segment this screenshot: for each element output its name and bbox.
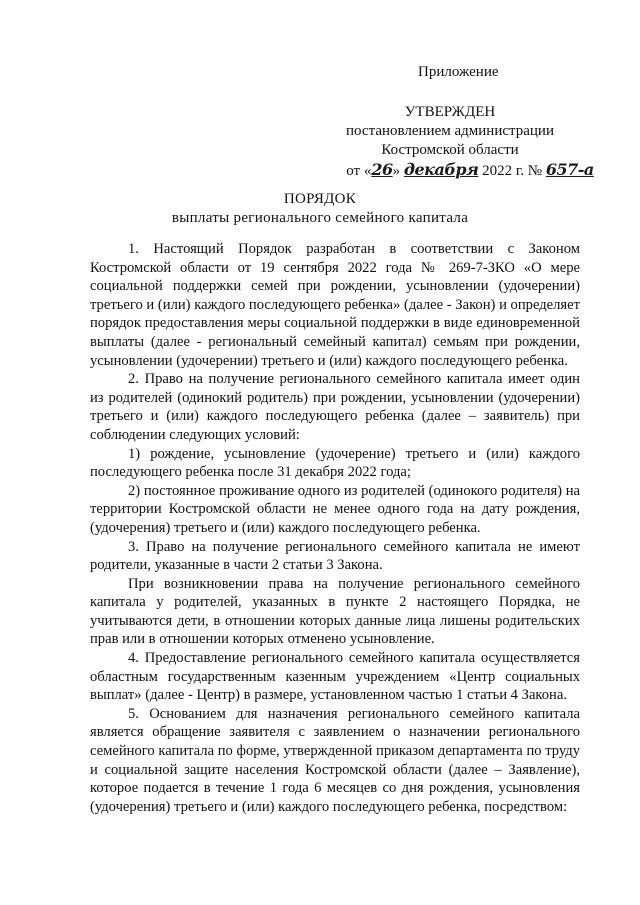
decree-line-2: Костромской области <box>381 142 519 158</box>
date-month-handwritten: декабря <box>403 160 479 179</box>
paragraph: При возникновении права на получение регионального семейного капитала у родителей, указанных в пункте 2 настоящего Порядка, не учитываются дети, в отношении которых данные лица лишены родительских прав или в отношении которых отменено усыновление. <box>90 575 580 648</box>
date-year: 2022 г. № <box>482 163 543 179</box>
document-body <box>90 240 580 816</box>
paragraph: 4. Предоставление регионального семейного капитала осуществляется областным государственным казенным учреждением «Центр социальных выплат» (далее - Центр) в размере, установленном частью 1 статьи 4 Закона. <box>90 650 580 704</box>
approval-block <box>300 103 600 181</box>
paragraph: 1. Настоящий Порядок разработан в соответствии с Законом Костромской области от 19 сентября 2022 года № 269-7-ЗКО «О мере социальной поддержки семей при рождении, усыновлении (удочерении) третьего и (или) каждого последующего ребенка» (далее - Закон) и определяет порядок предоставления меры социальной поддержки в виде единовременной выплаты (далее - региональный семейный капитал) семьям при рождении, усыновлении (удочерении) третьего и (или) каждого последующего ребенка. <box>90 241 580 369</box>
decree-number-handwritten: 657-а <box>545 160 594 179</box>
approved-label: УТВЕРЖДЕН <box>404 104 496 120</box>
decree-line-1: постановлением администрации <box>346 123 554 139</box>
paragraph: 2. Право на получение регионального семейного капитала имеет один из родителей (одинокий родитель) при рождении, усыновлении (удочерении) третьего и (или) каждого последующего ребенка (далее – заявитель) при соблюдении следующих условий: <box>90 371 580 443</box>
paragraph: 5. Основанием для назначения регионального семейного капитала является обращение заявителя с заявлением о назначении регионального семейного капитала по форме, утвержденной приказом департамента по труду и социальной защите населения Костромской области (далее – Заявление), которое подается в течение 1 года 6 месяцев со дня рождения, усыновления (удочерения) третьего и (или) каждого последующего ребенка, посредством: <box>90 705 580 815</box>
date-mid: » <box>392 163 401 179</box>
date-prefix: от « <box>346 163 372 179</box>
document-title <box>0 190 640 228</box>
paragraph: 3. Право на получение регионального семейного капитала не имеют родители, указанные в части 2 статьи 3 Закона. <box>90 538 580 574</box>
date-day-handwritten: 26 <box>371 160 393 179</box>
paragraph: 2) постоянное проживание одного из родителей (одинокого родителя) на территории Костромской области не менее одного года на дату рождения, (удочерения) третьего и (или) каждого последующего ребенка. <box>90 482 580 536</box>
title-subheading: выплаты регионального семейного капитала <box>171 210 469 226</box>
title-heading: ПОРЯДОК <box>283 191 357 207</box>
decree-date-line <box>340 160 600 181</box>
appendix-label: Приложение <box>418 64 499 80</box>
paragraph: 1) рождение, усыновление (удочерение) третьего и (или) каждого последующего ребенка после 31 декабря 2022 года; <box>90 445 580 481</box>
